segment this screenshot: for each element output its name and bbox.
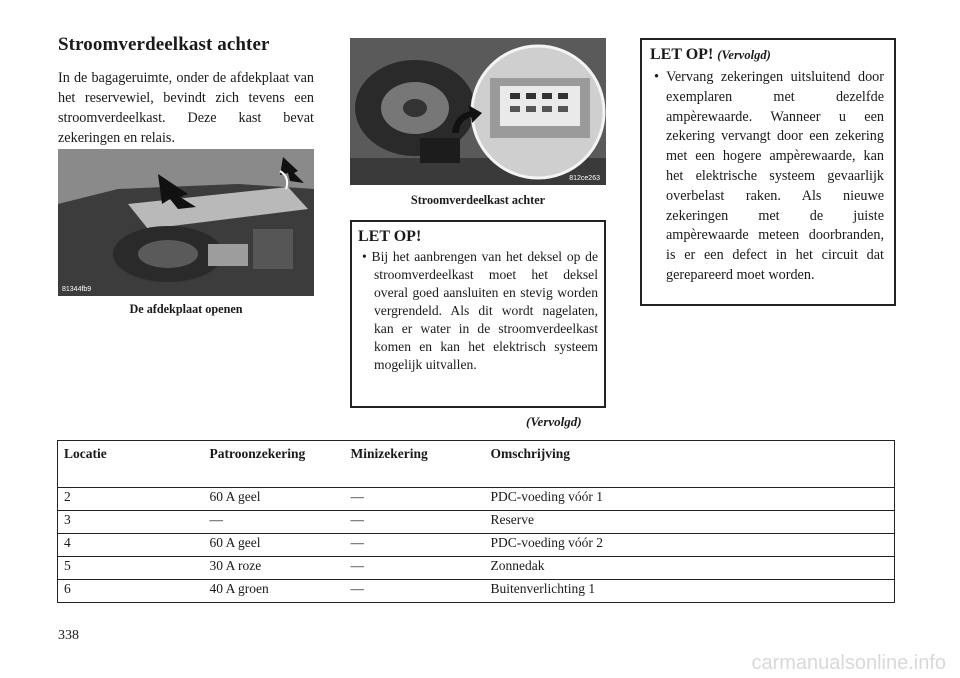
page-number: 338 <box>58 628 79 643</box>
table-cell: 40 A groen <box>204 580 345 603</box>
figure-code: 81344fb9 <box>62 286 92 293</box>
table-cell: — <box>345 534 485 557</box>
column-header: Locatie <box>58 441 204 488</box>
table-row <box>58 534 895 557</box>
table-cell: 30 A roze <box>204 557 345 580</box>
table-cell: 2 <box>58 488 204 511</box>
continued-label: (Vervolgd) <box>526 414 582 429</box>
fuse-table <box>57 440 895 603</box>
table-cell: 60 A geel <box>204 534 345 557</box>
table-cell: 3 <box>58 511 204 534</box>
continued-label: (Vervolgd) <box>717 48 771 62</box>
table-row <box>58 580 895 603</box>
table-cell: Zonnedak <box>485 557 895 580</box>
watermark: carmanualsonline.info <box>751 652 946 674</box>
column-header: Omschrijving <box>485 441 895 488</box>
column-header: Patroonzekering <box>204 441 345 488</box>
table-cell: 4 <box>58 534 204 557</box>
table-cell: 6 <box>58 580 204 603</box>
figure-caption: De afdekplaat openen <box>129 302 243 316</box>
table-cell: — <box>345 511 485 534</box>
table-cell: Buitenverlichting 1 <box>485 580 895 603</box>
trunk-cover-photo <box>58 149 314 296</box>
warning-text: • Bij het aanbrengen van het deksel op de stroomverdeelkast moet het deksel overal goed aansluiten en stevig worden vergrendeld. Als dit wordt nagelaten, kan er water in de stroomverdeelkast komen en kan het elektrisch systeem mogelijk uitvallen. <box>362 249 598 372</box>
table-cell: Reserve <box>485 511 895 534</box>
table-header-row <box>58 441 895 488</box>
column-header: Minizekering <box>345 441 485 488</box>
table-cell: — <box>204 511 345 534</box>
section-title: Stroomverdeelkast achter <box>58 34 270 55</box>
table-row <box>58 557 895 580</box>
warning-title <box>650 46 884 64</box>
warning-title: LET OP! <box>358 228 422 245</box>
figure-code: 812ce263 <box>569 175 600 182</box>
table-cell: — <box>345 488 485 511</box>
warning-text: • Vervang zekeringen uitsluitend door exemplaren met dezelfde ampèrewaarde. Wanneer u een zekering vervangt door een zekering met een hogere ampèrewaarde, kan het elektrische systeem gevaarlijk overbelast raken. Als nieuwe zekeringen met de juiste ampèrewaarde meteen doorbranden, is er een defect in het circuit dat gerepareerd moet worden. <box>654 69 884 283</box>
table-cell: 60 A geel <box>204 488 345 511</box>
figure-caption: Stroomverdeelkast achter <box>410 193 546 207</box>
warning-box <box>350 220 606 408</box>
table-cell: — <box>345 557 485 580</box>
table-cell: 5 <box>58 557 204 580</box>
table-row <box>58 511 895 534</box>
intro-paragraph: In de bagageruimte, onder de afdekplaat van het reservewiel, bevindt zich tevens een stroomverdeelkast. Deze kast bevat zekeringen en relais. <box>58 70 314 146</box>
warning-title-text: LET OP! <box>650 46 714 63</box>
warning-box-continued <box>640 38 896 306</box>
rear-pdc-photo <box>350 38 606 185</box>
table-row <box>58 488 895 511</box>
table-cell: — <box>345 580 485 603</box>
table-cell: PDC-voeding vóór 2 <box>485 534 895 557</box>
table-cell: PDC-voeding vóór 1 <box>485 488 895 511</box>
